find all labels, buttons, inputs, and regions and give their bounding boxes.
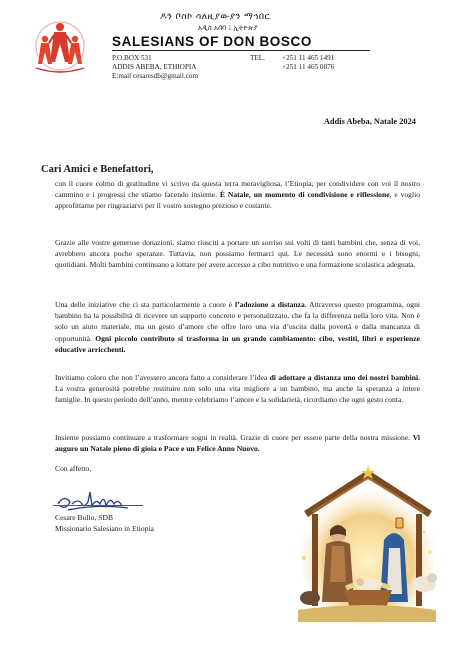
nativity-illustration: [296, 462, 438, 624]
p5-bold: Vi auguro un Natale pieno di gioia e Pace e un Felice Anno Nuovo.: [55, 433, 420, 454]
date-place: Addis Abeba, Natale 2024: [323, 117, 416, 126]
paragraph-2: Grazie alle vostre generose donazioni, siamo riusciti a portare un sorriso sui volti di tanti bambini che, senza di voi, avrebbero ancora poche speranze. Tuttavia, non possiamo fermarci qui. Le necessità sono enormi e i bisogni, quotidiani. Molti bambini continuano a lottare per avere accesso a cibo nutritivo e una formazione scolastica adeguata.: [55, 238, 420, 270]
closing: Con affetto,: [55, 464, 92, 473]
p5-text: Insieme possiamo continuare a trasformare sogni in realtà. Grazie di cuore per essere parte della nostra missione.: [55, 433, 413, 442]
amharic-location: አዲስ አበባ ፤ ኢትዮጵያ: [198, 24, 258, 32]
p3-text: Una delle iniziative che ci sta particolarmente a cuore è: [55, 300, 235, 309]
paragraph-5: [55, 432, 420, 454]
p3-bold: l’adozione a distanza: [234, 300, 305, 309]
paragraph-3: [55, 299, 420, 355]
signer-title: Missionario Salesiano in Etiopia: [55, 523, 154, 533]
header-rule: [112, 50, 370, 51]
paragraph-4: [55, 372, 420, 406]
telephone-label: TEL.: [250, 54, 265, 62]
p3-bold-2: Ogni piccolo contributo si trasforma in un grande cambiamento: cibo, vestiti, libri e esperienze educative arricchenti.: [55, 333, 420, 354]
signature-rule: [53, 505, 143, 506]
signer-block: [55, 513, 154, 534]
telephone-1: +251 11 465 1491: [282, 54, 335, 62]
address-city: ADDIS ABEBA, ETHIOPIA: [112, 63, 197, 71]
greeting: Cari Amici e Benefattori,: [41, 164, 154, 175]
salesians-logo: [32, 18, 88, 76]
organization-name: SALESIANS OF DON BOSCO: [112, 34, 312, 49]
signer-name: Cesare Bullo, SDB: [55, 513, 114, 522]
p1-bold: È Natale, un momento di condivisione e riflessione: [219, 190, 390, 200]
p4-text-2: La vostra generosità potrebbe restituire non solo una vita migliore a un bambino, ma anche la speranza a intere famiglie. In questo periodo dell’anno, mentre celebriamo l’amore e la solidarietà, ricordiamo che ogni gesto conta.: [55, 384, 420, 405]
p4-text: Invitiamo coloro che non l’avessero ancora fatto a considerare l’idea: [55, 373, 270, 382]
p1-text-2: , e voglio approfittarne per ringraziarvi per il vostro sostegno prezioso e costante.: [55, 190, 420, 211]
p4-bold: di adottare a distanza uno dei nostri bambini.: [269, 373, 420, 382]
email-address: E:mail cesaresdb@gmail.com: [112, 72, 199, 80]
amharic-org-name: ዶን ቦስኮ ሳለዚያውያን ማኅበር: [160, 12, 271, 22]
p1-text: con il cuore colmo di gratitudine vi scrivo da questa terra meravigliosa, l’Etiopia, per condividere con voi il nostro cammino e i progressi che stiamo facendo insieme.: [55, 179, 420, 200]
address-pobox: P.O.BOX 531: [112, 54, 152, 62]
p3-text-2: . Attraverso questo programma, ogni bambino ha la possibilità di ricevere un supporto concreto e personalizzato, che fa la differenza nella loro vita. Non è solo un aiuto materiale, ma un gesto d’amore che offre loro una via d’uscita dalla povertà e dalla mancanza di opportunità.: [55, 300, 420, 343]
paragraph-1: [55, 178, 420, 212]
telephone-2: +251 11 465 0876: [282, 63, 335, 71]
